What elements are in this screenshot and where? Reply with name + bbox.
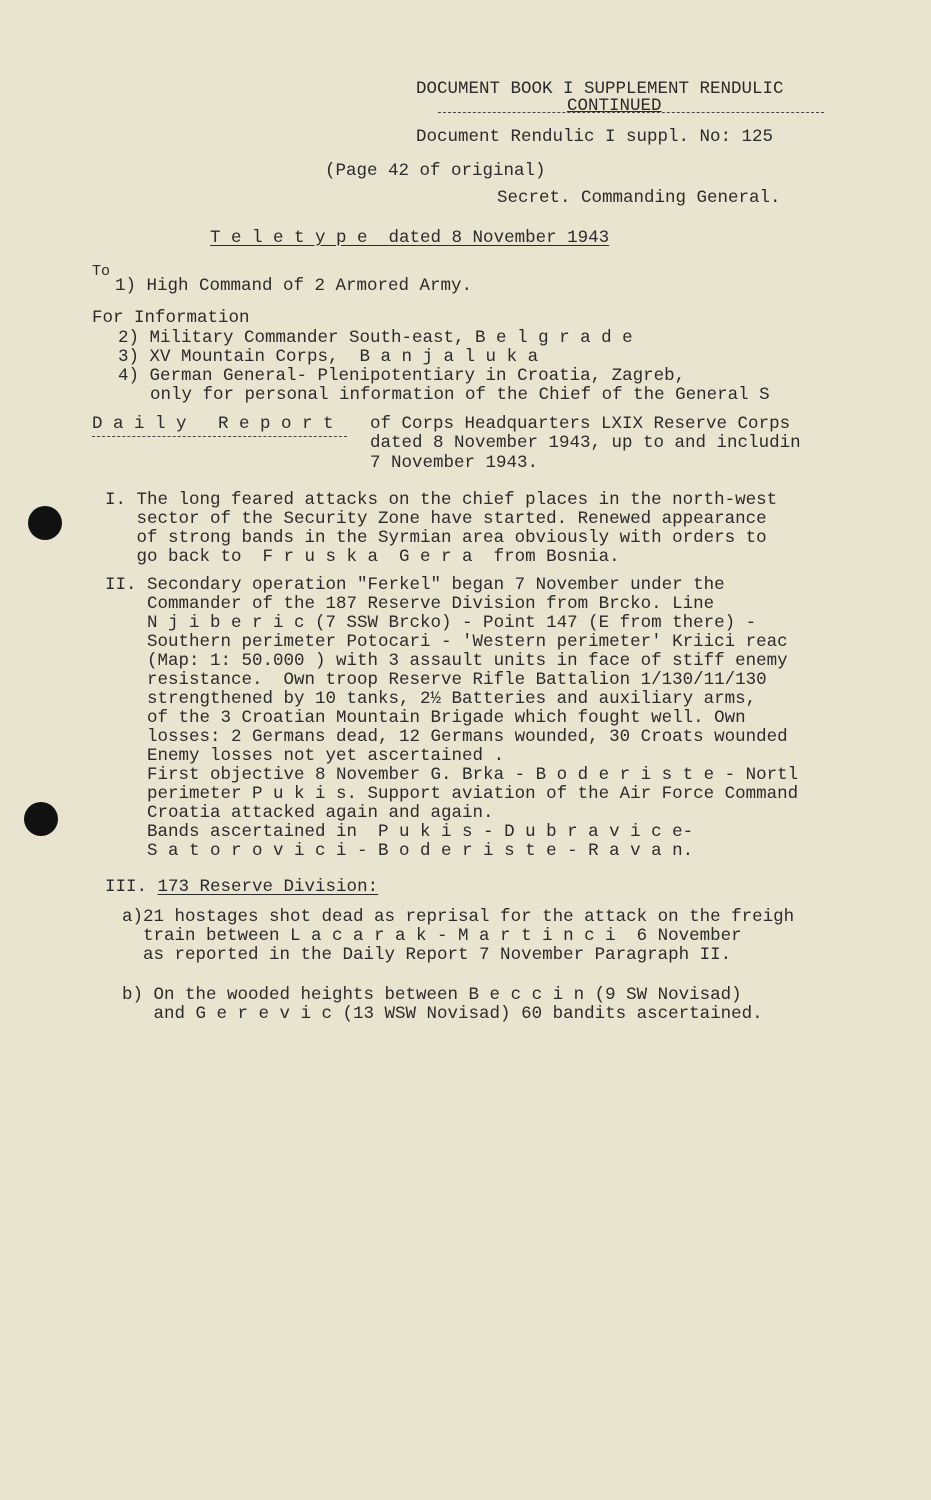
- section-2-line: N j i b e r i c (7 SSW Brcko) - Point 147 (E from there) -: [105, 613, 757, 633]
- section-1-line: sector of the Security Zone have started. Renewed appearance: [105, 509, 767, 529]
- daily-report-label: D a i l y R e p o r t: [92, 414, 334, 434]
- section-2-line: First objective 8 November G. Brka - B o d e r i s t e - Nortl: [105, 765, 799, 785]
- section-3-heading: [105, 877, 378, 897]
- section-3b-line: and G e r e v i c (13 WSW Novisad) 60 bandits ascertained.: [122, 1004, 763, 1024]
- section-2-line: Commander of the 187 Reserve Division from Brcko. Line: [105, 594, 715, 614]
- info-addressee-3: 3) XV Mountain Corps, B a n j a l u k a: [118, 347, 539, 367]
- to-label: To: [92, 263, 111, 280]
- section-3-number: III.: [105, 877, 148, 897]
- section-2-line: Southern perimeter Potocari - 'Western perimeter' Kriici reac: [105, 632, 788, 652]
- teletype-line: [210, 228, 609, 248]
- classification: Secret. Commanding General.: [497, 188, 781, 208]
- section-2-line: losses: 2 Germans dead, 12 Germans wounded, 30 Croats wounded: [105, 727, 788, 747]
- page-original: (Page 42 of original): [325, 161, 546, 181]
- section-1-line: go back to F r u s k a G e r a from Bosnia.: [105, 547, 620, 567]
- section-2-line: S a t o r o v i c i - B o d e r i s t e - R a v a n.: [105, 841, 694, 861]
- info-addressee-4a: 4) German General- Plenipotentiary in Croatia, Zagreb,: [118, 366, 686, 386]
- punch-hole-top: [28, 506, 62, 540]
- section-2-line: resistance. Own troop Reserve Rifle Battalion 1/130/11/130: [105, 670, 767, 690]
- document-title: DOCUMENT BOOK I SUPPLEMENT RENDULIC: [416, 79, 784, 99]
- daily-report-line-3: 7 November 1943.: [370, 453, 539, 473]
- for-information-label: For Information: [92, 308, 250, 328]
- continued-label: CONTINUED: [567, 96, 662, 116]
- section-2-line: strengthened by 10 tanks, 2½ Batteries and auxiliary arms,: [105, 689, 757, 709]
- section-1-line: I. The long feared attacks on the chief places in the north-west: [105, 490, 778, 510]
- to-addressee-1: 1) High Command of 2 Armored Army.: [115, 276, 473, 296]
- info-addressee-2: 2) Military Commander South-east, B e l g r a d e: [118, 328, 633, 348]
- info-addressee-4b: only for personal information of the Chief of the General S: [150, 385, 770, 405]
- section-2-line: Croatia attacked again and again.: [105, 803, 494, 823]
- section-3-title: 173 Reserve Division:: [157, 877, 379, 897]
- section-2-line: perimeter P u k i s. Support aviation of the Air Force Command: [105, 784, 799, 804]
- section-2-line: Enemy losses not yet ascertained .: [105, 746, 505, 766]
- section-1-line: of strong bands in the Syrmian area obviously with orders to: [105, 528, 767, 548]
- section-2-line: (Map: 1: 50.000 ) with 3 assault units in face of stiff enemy: [105, 651, 788, 671]
- section-2-line: Bands ascertained in P u k i s - D u b r a v i c e-: [105, 822, 694, 842]
- teletype-date: dated 8 November 1943: [388, 228, 610, 248]
- daily-report-line-1: of Corps Headquarters LXIX Reserve Corps: [370, 414, 791, 434]
- section-3a-line: as reported in the Daily Report 7 November Paragraph II.: [122, 945, 732, 965]
- document-number: Document Rendulic I suppl. No: 125: [416, 127, 774, 147]
- teletype-label: T e l e t y p e: [210, 228, 368, 248]
- punch-hole-bottom: [24, 802, 58, 836]
- section-3a-line: a)21 hostages shot dead as reprisal for the attack on the freigh: [122, 907, 795, 927]
- daily-report-rule: [92, 436, 347, 437]
- section-3b-line: b) On the wooded heights between B e c c i n (9 SW Novisad): [122, 985, 742, 1005]
- section-2-line: of the 3 Croatian Mountain Brigade which fought well. Own: [105, 708, 746, 728]
- section-3a-line: train between L a c a r a k - M a r t i n c i 6 November: [122, 926, 742, 946]
- section-2-line: II. Secondary operation "Ferkel" began 7 November under the: [105, 575, 725, 595]
- daily-report-line-2: dated 8 November 1943, up to and includin: [370, 433, 801, 453]
